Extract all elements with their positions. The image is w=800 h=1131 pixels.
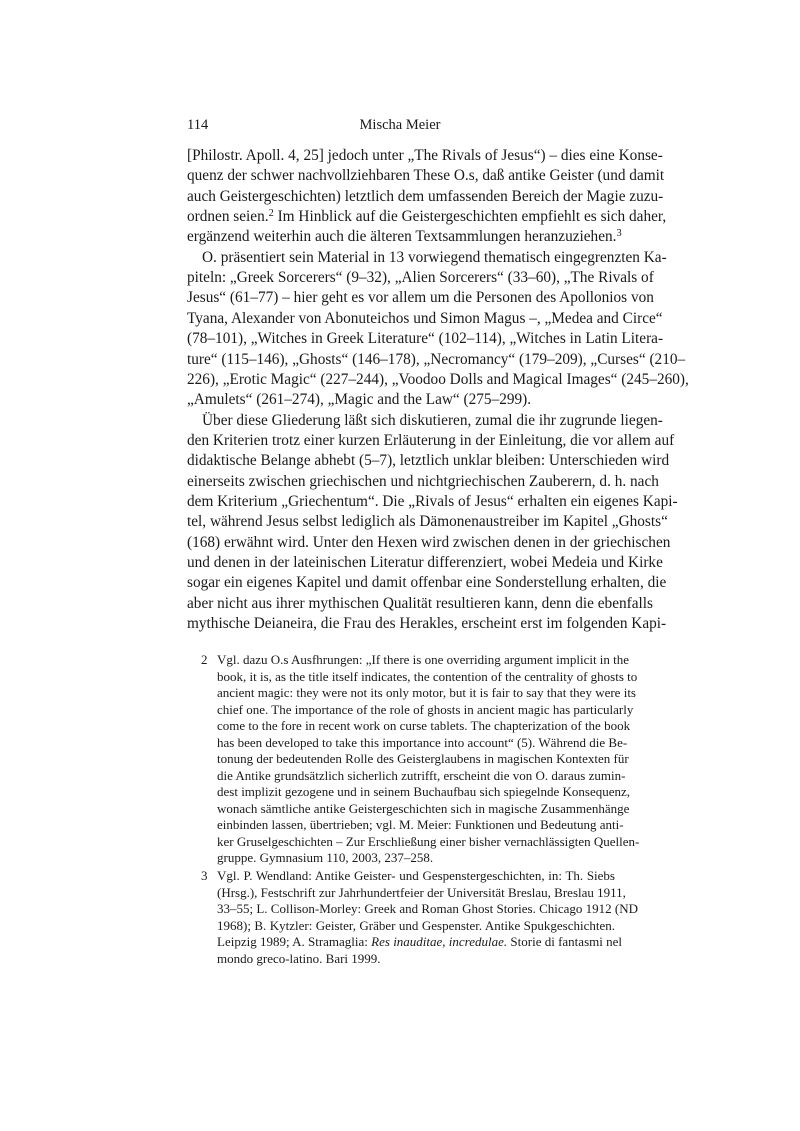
body-line — [187, 288, 654, 308]
text-segment: Vgl. dazu O.s Ausfhrungen: „If there is one overriding argument implicit in the — [217, 652, 630, 667]
text-segment: come to the fore in recent work on curse tablets. The chapterization of the book — [217, 718, 631, 733]
text-segment: Jesus“ (61–77) – hier geht es vor allem um die Personen des Apollonios von — [187, 289, 654, 307]
text-segment: ancient magic: they were not its only motor, but it is fair to say that they were its — [217, 685, 636, 700]
footnote-line — [217, 884, 626, 901]
body-line — [187, 227, 622, 247]
text-segment: Leipzig 1989; A. Stramaglia: — [217, 934, 372, 949]
body-line — [187, 207, 667, 227]
text-segment: chief one. The importance of the role of ghosts in ancient magic has particularly — [217, 701, 634, 717]
body-line — [187, 512, 668, 532]
body-line — [187, 614, 667, 634]
body-line — [187, 370, 689, 390]
text-segment: mondo greco-latino. Bari 1999. — [217, 950, 381, 966]
text-segment: O. präsentiert sein Material in 13 vorwiegend thematisch eingegrenzten Ka- — [202, 248, 667, 266]
text-segment: tel, während Jesus selbst lediglich als Dämonenaustreiber im Kapitel „Ghosts“ — [187, 513, 668, 531]
body-line — [187, 533, 671, 553]
footnote-line — [217, 701, 634, 718]
text-segment: „Amulets“ (261–274), „Magic and the Law“ (275–299). — [187, 391, 532, 409]
body-line — [187, 553, 663, 573]
text-segment: und denen in der lateinischen Literatur differenziert, wobei Medeia und Kirke — [187, 554, 663, 571]
text-segment: ordnen seien. — [187, 208, 269, 226]
text-segment: dem Kriterium „Griechentum“. Die „Rivals of Jesus“ erhalten ein eigenes Kapi- — [187, 492, 678, 510]
text-segment: gruppe. Gymnasium 110, 2003, 237–258. — [217, 850, 434, 865]
footnote-line — [217, 868, 615, 884]
footnote-line — [217, 751, 629, 767]
text-segment: Tyana, Alexander von Abonuteichos und Simon Magus –, „Medea and Circe“ — [187, 309, 663, 327]
body-line — [187, 146, 663, 166]
text-segment: aber nicht aus ihrer mythischen Qualität resultieren kann, denn die ebenfalls — [187, 594, 653, 612]
text-segment: quenz der schwer nachvollziehbaren These O.s, daß antike Geister (und damit — [187, 167, 665, 185]
footnote-reference[interactable]: 2 — [268, 207, 274, 219]
footnote-line — [217, 685, 636, 701]
body-line — [187, 573, 667, 593]
footnote-line — [217, 784, 630, 800]
footnote-line — [217, 652, 630, 668]
text-segment: Vgl. P. Wendland: Antike Geister- und Gespenstergeschichten, in: Th. Siebs — [217, 868, 615, 883]
text-segment: (78–101), „Witches in Greek Literature“ (102–114), „Witches in Latin Litera- — [187, 330, 664, 348]
footnote-line — [217, 718, 631, 734]
text-segment: einerseits zwischen griechischen und nichtgriechischen Zauberern, d. h. nach — [187, 472, 659, 490]
text-segment: wonach sämtliche antike Geistergeschichten sich in magische Zusammenhänge — [217, 800, 630, 816]
footnote-line — [217, 833, 640, 850]
body-line — [187, 187, 664, 207]
body-line — [187, 248, 667, 268]
text-segment: didaktische Belange abhebt (5–7), letztlich unklar bleiben: Unterschieden wird — [187, 452, 670, 470]
footnote-line — [217, 951, 615, 967]
page-number: 114 — [187, 117, 209, 133]
body-line — [187, 268, 654, 288]
text-segment: dest implizit gezogene und in seinem Buchaufbau sich spiegelnde Konsequenz, — [217, 784, 630, 799]
text-segment: ture“ (115–146), „Ghosts“ (146–178), „Necromancy“ (179–209), „Curses“ (210– — [187, 350, 686, 368]
body-line — [187, 472, 659, 492]
body-line — [187, 166, 665, 186]
italic-title: Res inauditae, incredulae. — [371, 934, 508, 949]
text-segment: auch Geistergeschichten) letztlich dem umfassenden Bereich der Magie zuzu- — [187, 187, 664, 205]
footnote-line — [217, 817, 624, 833]
footnote-line — [217, 918, 615, 934]
text-segment: den Kriterien trotz einer kurzen Erläuterung in der Einleitung, die vor allem auf — [187, 431, 675, 449]
text-segment: book, it is, as the title itself indicates, the contention of the centrality of ghosts to — [217, 668, 638, 684]
body-line — [187, 390, 615, 410]
body-line — [187, 594, 653, 614]
text-segment: (Hrsg.), Festschrift zur Jahrhundertfeier der Universität Breslau, Breslau 1911, — [217, 884, 626, 900]
text-segment: 1968); B. Kytzler: Geister, Gräber und Gespenster. Antike Spukgeschichten. — [217, 917, 615, 933]
footnote-number: 2 — [201, 652, 208, 667]
body-line — [187, 451, 670, 471]
footnote-line — [217, 668, 638, 685]
text-segment: einbinden lassen, übertrieben; vgl. M. Meier: Funktionen und Bedeutung anti- — [217, 817, 624, 832]
body-line — [187, 492, 678, 512]
body-line — [187, 431, 675, 451]
body-line — [187, 309, 663, 329]
text-segment: Über diese Gliederung läßt sich diskutieren, zumal die ihr zugrunde liegen- — [202, 411, 663, 429]
footnote-line — [217, 934, 622, 950]
text-segment: tonung der bedeutenden Rolle des Geisterglaubens in magischen Kontexten für — [217, 751, 629, 766]
running-head-author: Mischa Meier — [359, 117, 441, 133]
body-line — [187, 329, 664, 349]
footnote-line — [217, 767, 626, 784]
text-segment: [Philostr. Apoll. 4, 25] jedoch unter „The Rivals of Jesus“) – dies eine Konse- — [187, 147, 663, 164]
text-segment: 226), „Erotic Magic“ (227–244), „Voodoo Dolls and Magical Images“ (245–260), — [187, 370, 689, 388]
footnote-line — [217, 734, 628, 751]
body-line — [187, 411, 663, 431]
footnote-number: 3 — [201, 868, 208, 883]
text-segment: (168) erwähnt wird. Unter den Hexen wird zwischen denen in der griechischen — [187, 533, 671, 551]
text-segment: 33–55; L. Collison-Morley: Greek and Roman Ghost Stories. Chicago 1912 (ND — [217, 901, 639, 916]
text-segment: Storie di fantasmi nel — [507, 934, 622, 949]
text-segment: has been developed to take this importance into account“ (5). Während die Be- — [217, 734, 628, 750]
text-segment: piteln: „Greek Sorcerers“ (9–32), „Alien Sorcerers“ (33–60), „The Rivals of — [187, 269, 654, 287]
footnote-line — [217, 800, 630, 817]
text-segment: Im Hinblick auf die Geistergeschichten empfiehlt es sich daher, — [273, 208, 667, 226]
text-segment: sogar ein eigenes Kapitel und damit offenbar eine Sonderstellung erhalten, die — [187, 574, 667, 592]
footnote-reference[interactable]: 3 — [616, 228, 622, 240]
text-segment: ergänzend weiterhin auch die älteren Textsammlungen heranzuziehen. — [187, 228, 617, 246]
text-segment: ker Gruselgeschichten – Zur Erschließung einer bisher vernachlässigten Quellen- — [217, 833, 640, 849]
footnote-line — [217, 901, 639, 917]
footnote-line — [217, 850, 615, 866]
text-segment: die Antike grundsätzlich sicherlich zutrifft, erscheint die von O. daraus zumin- — [217, 767, 626, 783]
body-line — [187, 350, 686, 370]
text-segment: mythische Deianeira, die Frau des Herakles, erscheint erst im folgenden Kapi- — [187, 615, 667, 633]
